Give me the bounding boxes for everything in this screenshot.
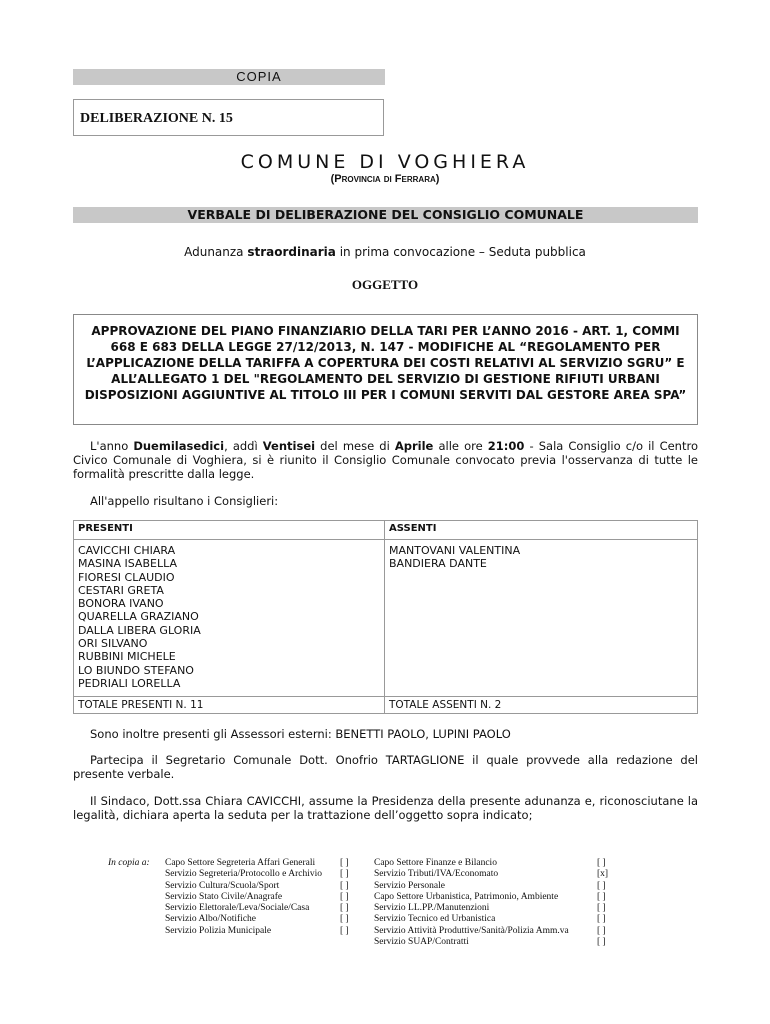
distribution-checkbox: [ ] (340, 891, 349, 902)
distribution-checkbox: [ ] (340, 858, 349, 868)
presente-name: RUBBINI MICHELE (78, 650, 176, 664)
intro-text-2: , addì (224, 439, 263, 453)
distribution-left (165, 858, 322, 937)
distribution-recipient: Servizio Polizia Municipale (165, 925, 272, 936)
presenti-header: PRESENTI (74, 521, 385, 540)
adunanza-line (0, 245, 770, 259)
assente-name: BANDIERA DANTE (389, 557, 487, 571)
distribution-recipient: Servizio Tecnico ed Urbanistica (374, 914, 496, 925)
distribution-checkbox: [ ] (340, 869, 349, 880)
distribution-checkbox: [ ] (340, 914, 349, 925)
adunanza-pre: Adunanza (184, 245, 248, 259)
intro-day: Ventisei (262, 439, 316, 453)
distribution-checkbox: [ ] (597, 914, 606, 925)
sindaco-paragraph: Il Sindaco, Dott.ssa Chiara CAVICCHI, assume la Presidenza della presente adunanza e, riconosciutane la legalità, dichiara aperta la seduta per la trattazione dell’oggetto sopra indicato; (73, 794, 698, 822)
distribution-recipient: Capo Settore Urbanistica, Patrimonio, Ambiente (374, 891, 559, 902)
intro-text-4: alle ore (433, 439, 488, 453)
distribution-recipient: Servizio Elettorale/Leva/Sociale/Casa (165, 903, 310, 914)
distribution-checkbox: [ ] (340, 925, 349, 936)
totale-presenti: TOTALE PRESENTI N. 11 (74, 697, 385, 714)
distribution-right (374, 858, 569, 948)
totale-assenti: TOTALE ASSENTI N. 2 (385, 697, 698, 714)
presente-name: QUARELLA GRAZIANO (78, 610, 199, 624)
distribution-checkbox: [ ] (597, 937, 606, 948)
distribution-recipient: Capo Settore Finanze e Bilancio (374, 858, 497, 868)
distribution-recipient: Capo Settore Segreteria Affari Generali (165, 858, 316, 868)
intro-text-3: del mese di (315, 439, 395, 453)
presente-name: ORI SILVANO (78, 637, 148, 651)
distribution-recipient: Servizio Cultura/Scuola/Sport (165, 880, 280, 891)
presenti-list (74, 540, 385, 697)
intro-time: 21:00 (487, 439, 525, 453)
deliberazione-number: DELIBERAZIONE N. 15 (73, 99, 384, 136)
distribution-right-marks (597, 858, 608, 948)
distribution-checkbox: [ ] (340, 903, 349, 914)
assessori-text: Sono inoltre presenti gli Assessori esterni: BENETTI PAOLO, LUPINI PAOLO (90, 727, 511, 741)
oggetto-box (73, 314, 698, 425)
distribution-recipient: Servizio Personale (374, 880, 445, 891)
distribution-checkbox: [ ] (597, 903, 606, 914)
presente-name: FIORESI CLAUDIO (78, 570, 175, 584)
adunanza-post: in prima convocazione – Seduta pubblica (335, 245, 586, 259)
presente-name: LO BIUNDO STEFANO (78, 663, 194, 677)
presente-name: PEDRIALI LORELLA (78, 676, 181, 690)
distribution-recipient: Servizio LL.PP./Manutenzioni (374, 903, 490, 914)
presente-name: CAVICCHI CHIARA (78, 544, 176, 557)
intro-month: Aprile (394, 439, 434, 453)
appello-text: All'appello risultano i Consiglieri: (90, 494, 279, 508)
distribution-checkbox: [ ] (340, 880, 349, 891)
presente-name: CESTARI GRETA (78, 583, 164, 597)
distribution-recipient: Servizio Albo/Notifiche (165, 914, 257, 925)
presente-name: MASINA ISABELLA (78, 557, 177, 571)
comune-title: COMUNE DI VOGHIERA (240, 151, 530, 173)
copia-banner: COPIA (73, 69, 385, 85)
distribution-recipient: Servizio Tributi/IVA/Economato (374, 869, 499, 880)
distribution-checkbox: [x] (597, 869, 609, 880)
adunanza-type: straordinaria (247, 245, 336, 259)
distribution-checkbox: [ ] (597, 925, 606, 936)
distribution-label: In copia a: (108, 858, 150, 868)
distribution-recipient: Servizio Segreteria/Protocollo e Archivio (165, 869, 322, 880)
oggetto-label: OGGETTO (351, 277, 419, 292)
provincia-subtitle: (Provincia di Ferrara) (330, 173, 440, 185)
assenti-list (385, 540, 698, 697)
assenti-header: ASSENTI (385, 521, 698, 540)
intro-text-5: - Sala Consiglio c/o il Centro Civico Comunale di Voghiera, si è riunito il Consiglio Comunale convocato previa l'osservanza di tutte le formalità prescritte dalla legge. (73, 439, 698, 481)
distribution-checkbox: [ ] (597, 891, 606, 902)
segretario-paragraph: Partecipa il Segretario Comunale Dott. Onofrio TARTAGLIONE il quale provvede alla redazione del presente verbale. (73, 753, 698, 781)
distribution-recipient: Servizio Attività Produttive/Sanità/Polizia Amm.va (374, 925, 569, 936)
distribution-checkbox: [ ] (597, 880, 606, 891)
distribution-checkbox: [ ] (597, 858, 606, 868)
verbale-title: VERBALE DI DELIBERAZIONE DEL CONSIGLIO COMUNALE (73, 207, 698, 223)
oggetto-text: APPROVAZIONE DEL PIANO FINANZIARIO DELLA TARI PER L’ANNO 2016 - ART. 1, COMMI 668 E 683 DELLA LEGGE 27/12/2013, N. 147 - MODIFICHE AL “REGOLAMENTO PER L’APPLICAZIONE DELLA TARIFFA A COPERTURA DEI COSTI RELATIVI AL SERVIZIO SGRU” E ALL’ALLEGATO 1 DEL "REGOLAMENTO DEL SERVIZIO DI GESTIONE RIFIUTI URBANI DISPOSIZIONI AGGIUNTIVE AL TITOLO III PER I COMUNI SERVITI DAL GESTORE AREA SPA” (84, 324, 687, 402)
intro-year: Duemilasedici (133, 439, 225, 453)
distribution-left-marks (340, 858, 349, 937)
intro-text-1: L'anno (90, 439, 134, 453)
attendance-table (73, 520, 698, 714)
assente-name: MANTOVANI VALENTINA (389, 544, 521, 557)
presente-name: BONORA IVANO (78, 597, 164, 611)
presente-name: DALLA LIBERA GLORIA (78, 623, 201, 637)
distribution-recipient: Servizio Stato Civile/Anagrafe (165, 891, 283, 902)
distribution-recipient: Servizio SUAP/Contratti (374, 937, 469, 948)
intro-paragraph (73, 439, 698, 481)
